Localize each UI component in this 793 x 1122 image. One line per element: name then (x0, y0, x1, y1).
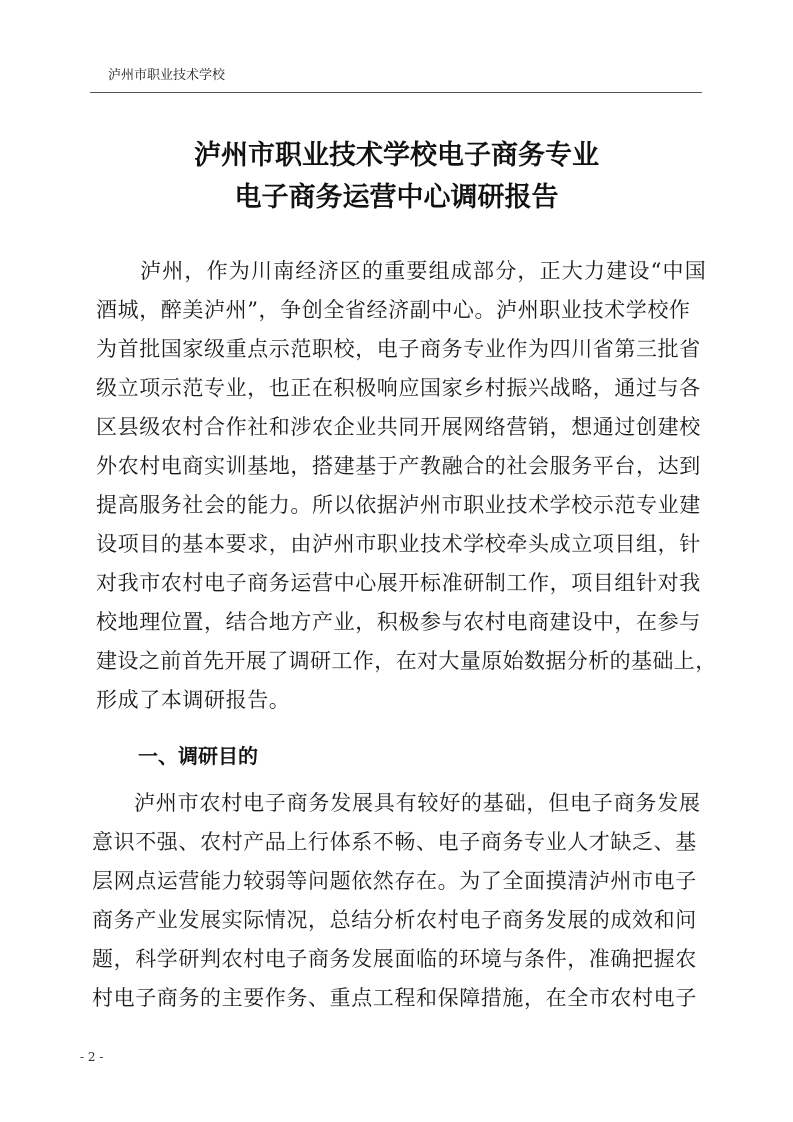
paragraph-line: 意识不强、农村产品上行体系不畅、电子商务专业人才缺乏、基 (92, 830, 697, 854)
section-heading: 一、调研目的 (138, 744, 258, 768)
paragraph-line: 区县级农村合作社和涉农企业共同开展网络营销，想通过创建校 (96, 415, 701, 439)
paragraph-line: 设项目的基本要求，由泸州市职业技术学校牵头成立项目组，针 (96, 532, 701, 556)
paragraph-line: 形成了本调研报告。 (96, 688, 291, 712)
paragraph-line: 外农村电商实训基地，搭建基于产教融合的社会服务平台，达到 (96, 454, 701, 478)
paragraph-line: 层网点运营能力较弱等问题依然存在。为了全面摸清泸州市电子 (92, 869, 697, 893)
paragraph-line: 对我市农村电子商务运营中心展开标准研制工作，项目组针对我 (96, 571, 701, 595)
report-title-line-1: 泸州市职业技术学校电子商务专业 (194, 140, 599, 171)
header-rule (90, 92, 702, 93)
paragraph-line: 商务产业发展实际情况，总结分析农村电子商务发展的成效和问 (92, 908, 697, 932)
paragraph-line: 为首批国家级重点示范职校，电子商务专业作为四川省第三批省 (96, 337, 701, 361)
paragraph-line: 泸州，作为川南经济区的重要组成部分，正大力建设“中国 (140, 259, 707, 283)
paragraph-line: 泸州市农村电子商务发展具有较好的基础，但电子商务发展 (134, 791, 701, 815)
paragraph-line: 提高服务社会的能力。所以依据泸州市职业技术学校示范专业建 (96, 493, 701, 517)
report-title-line-2: 电子商务运营中心调研报告 (234, 182, 559, 213)
paragraph-line: 级立项示范专业，也正在积极响应国家乡村振兴战略，通过与各 (96, 376, 701, 400)
paragraph-line: 校地理位置，结合地方产业，积极参与农村电商建设中，在参与 (96, 610, 701, 634)
paragraph-line: 酒城，醉美泸州”，争创全省经济副中心。泸州职业技术学校作 (96, 298, 691, 322)
paragraph-line: 村电子商务的主要作务、重点工程和保障措施，在全市农村电子 (92, 986, 697, 1010)
paragraph-line: 建设之前首先开展了调研工作，在对大量原始数据分析的基础上， (96, 649, 717, 673)
running-header: 泸州市职业技术学校 (108, 68, 226, 83)
page-number: - 2 - (80, 1050, 104, 1064)
paragraph-line: 题，科学研判农村电子商务发展面临的环境与条件，准确把握农 (92, 947, 697, 971)
